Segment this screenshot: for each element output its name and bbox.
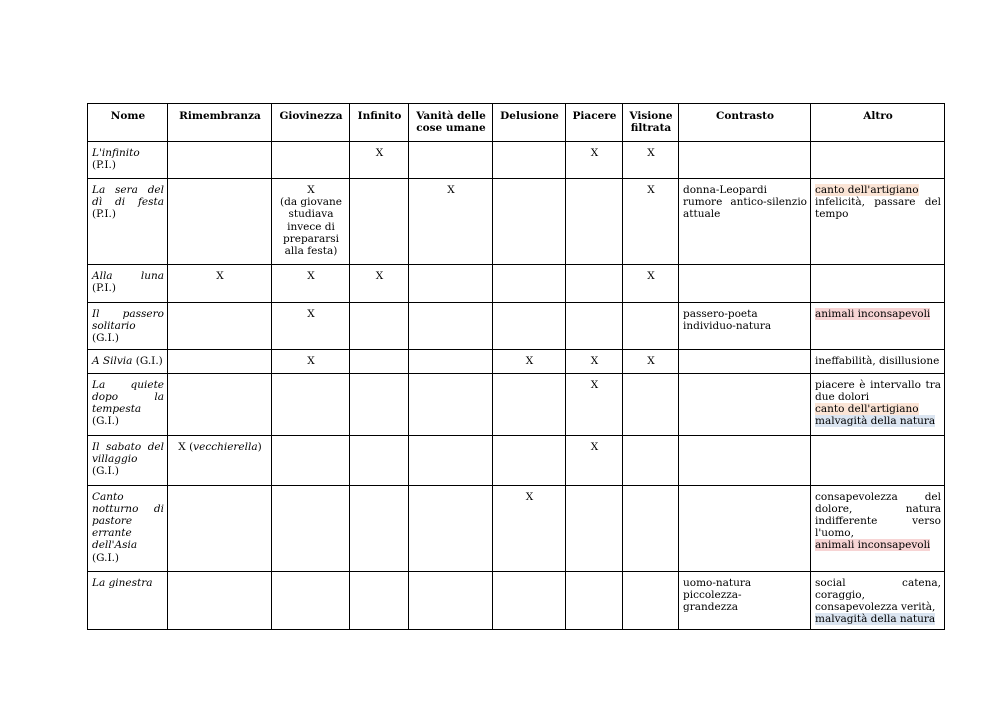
piacere-cell <box>566 303 623 350</box>
piacere-cell: X <box>566 435 623 485</box>
visione-cell: X <box>623 179 679 265</box>
poem-title: Il passero solitario <box>92 308 164 333</box>
delusione-cell <box>493 303 566 350</box>
visione-cell <box>623 571 679 630</box>
contrasto-cell <box>679 142 811 179</box>
table-row <box>88 435 945 485</box>
altro-cell <box>811 142 945 179</box>
visione-cell: X <box>623 142 679 179</box>
vanita-cell <box>409 349 493 373</box>
contrasto-line: piccolezza-grandezza <box>683 588 742 614</box>
rimembranza-cell: X (vecchierella) <box>168 435 272 485</box>
piacere-cell: X <box>566 349 623 373</box>
altro-cell <box>811 179 945 265</box>
poem-name-cell <box>88 435 168 485</box>
piacere-cell: X <box>566 373 623 435</box>
giovinezza-cell: X <box>272 349 350 373</box>
header-rimembranza: Rimembranza <box>168 104 272 142</box>
poem-name-cell <box>88 142 168 179</box>
altro-cell: ineffabilità, disillusione <box>811 349 945 373</box>
poem-name-cell <box>88 303 168 350</box>
infinito-cell <box>350 179 409 265</box>
altro-cell <box>811 303 945 350</box>
rimembranza-cell: X <box>168 265 272 303</box>
poem-title: La ginestra <box>92 576 153 589</box>
altro-cell <box>811 373 945 435</box>
delusione-cell <box>493 142 566 179</box>
poem-name-cell <box>88 349 168 373</box>
poem-source: (G.I.) <box>92 551 120 564</box>
visione-cell: X <box>623 349 679 373</box>
infinito-cell <box>350 303 409 350</box>
giovinezza-cell <box>272 179 350 265</box>
rimembranza-cell <box>168 303 272 350</box>
highlight-animali-inconsapevoli: animali inconsapevoli <box>815 308 931 320</box>
giovinezza-note: (da giovane studiava invece di prepararsi alla festa) <box>280 196 342 258</box>
rimembranza-cell <box>168 349 272 373</box>
rimembranza-note: vecchierella <box>193 440 258 453</box>
delusione-cell <box>493 373 566 435</box>
contrasto-cell <box>679 571 811 630</box>
highlight-malvagita-natura: malvagità della natura <box>815 613 936 626</box>
vanita-cell <box>409 571 493 630</box>
visione-cell <box>623 373 679 435</box>
rimembranza-cell <box>168 373 272 435</box>
poem-name-cell <box>88 179 168 265</box>
poem-title: A Silvia <box>92 354 133 367</box>
rimembranza-cell <box>168 142 272 179</box>
piacere-cell <box>566 485 623 571</box>
delusione-cell <box>493 265 566 303</box>
contrasto-cell <box>679 373 811 435</box>
table-row <box>88 303 945 350</box>
contrasto-cell <box>679 435 811 485</box>
piacere-cell: X <box>566 142 623 179</box>
infinito-cell: X <box>350 265 409 303</box>
giovinezza-cell <box>272 571 350 630</box>
table-row <box>88 373 945 435</box>
delusione-cell <box>493 571 566 630</box>
giovinezza-cell <box>272 142 350 179</box>
altro-cell <box>811 485 945 571</box>
contrasto-cell <box>679 265 811 303</box>
giovinezza-cell <box>272 373 350 435</box>
altro-text: piacere è intervallo tra due dolori <box>815 378 941 403</box>
delusione-cell <box>493 179 566 265</box>
altro-cell <box>811 435 945 485</box>
visione-cell <box>623 435 679 485</box>
header-contrasto: Contrasto <box>679 104 811 142</box>
contrasto-line: uomo-natura <box>683 576 752 589</box>
giovinezza-cell <box>272 485 350 571</box>
contrasto-cell <box>679 179 811 265</box>
giovinezza-mark: X <box>307 184 315 196</box>
vanita-cell: X <box>409 179 493 265</box>
visione-cell: X <box>623 265 679 303</box>
infinito-cell <box>350 571 409 630</box>
contrasto-cell <box>679 303 811 350</box>
poem-title: La sera del dì di festa <box>92 184 164 209</box>
header-vanita: Vanità delle cose umane <box>409 104 493 142</box>
giovinezza-cell <box>272 435 350 485</box>
vanita-cell <box>409 373 493 435</box>
giovinezza-cell: X <box>272 303 350 350</box>
infinito-cell <box>350 435 409 485</box>
contrasto-line: rumore antico-silenzio attuale <box>683 196 807 221</box>
altro-text: consapevolezza del dolore, natura indifferente verso l'uomo, <box>815 490 941 540</box>
altro-text: social catena, coraggio, consapevolezza verità, <box>815 576 941 614</box>
altro-cell <box>811 265 945 303</box>
piacere-cell <box>566 179 623 265</box>
delusione-cell: X <box>493 349 566 373</box>
poem-title: L'infinito <box>92 147 140 159</box>
rimembranza-mark: X <box>178 440 186 453</box>
highlight-canto-artigiano: canto dell'artigiano <box>815 184 919 196</box>
vanita-cell <box>409 265 493 303</box>
table-row <box>88 485 945 571</box>
poem-title: Canto notturno di pastore errante dell'Asia <box>92 490 164 552</box>
visione-cell <box>623 485 679 571</box>
contrasto-line: passero-poeta <box>683 308 758 320</box>
poem-source: (G.I.) <box>135 354 163 367</box>
poem-name-cell <box>88 485 168 571</box>
vanita-cell <box>409 303 493 350</box>
infinito-cell: X <box>350 142 409 179</box>
poem-source: (G.I.) <box>92 465 120 478</box>
piacere-cell <box>566 571 623 630</box>
altro-cell <box>811 571 945 630</box>
table-row <box>88 142 945 179</box>
poem-source: (P.I.) <box>92 208 116 221</box>
poem-source: (P.I.) <box>92 159 116 172</box>
header-row <box>88 104 945 142</box>
header-piacere: Piacere <box>566 104 623 142</box>
highlight-animali-inconsapevoli: animali inconsapevoli <box>815 539 931 552</box>
contrasto-cell <box>679 349 811 373</box>
vanita-cell <box>409 485 493 571</box>
header-infinito: Infinito <box>350 104 409 142</box>
infinito-cell <box>350 485 409 571</box>
poem-source: (G.I.) <box>92 332 120 345</box>
header-visione: Visione filtrata <box>623 104 679 142</box>
poem-title: Alla luna <box>92 270 164 282</box>
poem-title: Il sabato del villaggio <box>92 440 164 465</box>
rimembranza-cell <box>168 485 272 571</box>
header-delusione: Delusione <box>493 104 566 142</box>
poem-name-cell <box>88 571 168 630</box>
contrasto-cell <box>679 485 811 571</box>
rimembranza-cell <box>168 571 272 630</box>
visione-cell <box>623 303 679 350</box>
header-nome: Nome <box>88 104 168 142</box>
infinito-cell <box>350 373 409 435</box>
vanita-cell <box>409 142 493 179</box>
delusione-cell: X <box>493 485 566 571</box>
poem-title: La quiete dopo la tempesta <box>92 378 164 416</box>
giovinezza-cell: X <box>272 265 350 303</box>
poem-source: (G.I.) <box>92 415 120 428</box>
table-row <box>88 265 945 303</box>
poems-table <box>87 103 945 630</box>
table-row <box>88 571 945 630</box>
highlight-canto-artigiano: canto dell'artigiano <box>815 403 919 416</box>
piacere-cell <box>566 265 623 303</box>
poem-name-cell <box>88 265 168 303</box>
altro-text: infelicità, passare del tempo <box>815 196 941 221</box>
table-row <box>88 179 945 265</box>
header-altro: Altro <box>811 104 945 142</box>
contrasto-line: individuo-natura <box>683 320 772 333</box>
poem-source: (P.I.) <box>92 282 116 295</box>
rimembranza-cell <box>168 179 272 265</box>
header-giovinezza: Giovinezza <box>272 104 350 142</box>
poem-name-cell <box>88 373 168 435</box>
contrasto-line: donna-Leopardi <box>683 184 767 196</box>
infinito-cell <box>350 349 409 373</box>
highlight-malvagita-natura: malvagità della natura <box>815 415 936 428</box>
table-row <box>88 349 945 373</box>
vanita-cell <box>409 435 493 485</box>
delusione-cell <box>493 435 566 485</box>
